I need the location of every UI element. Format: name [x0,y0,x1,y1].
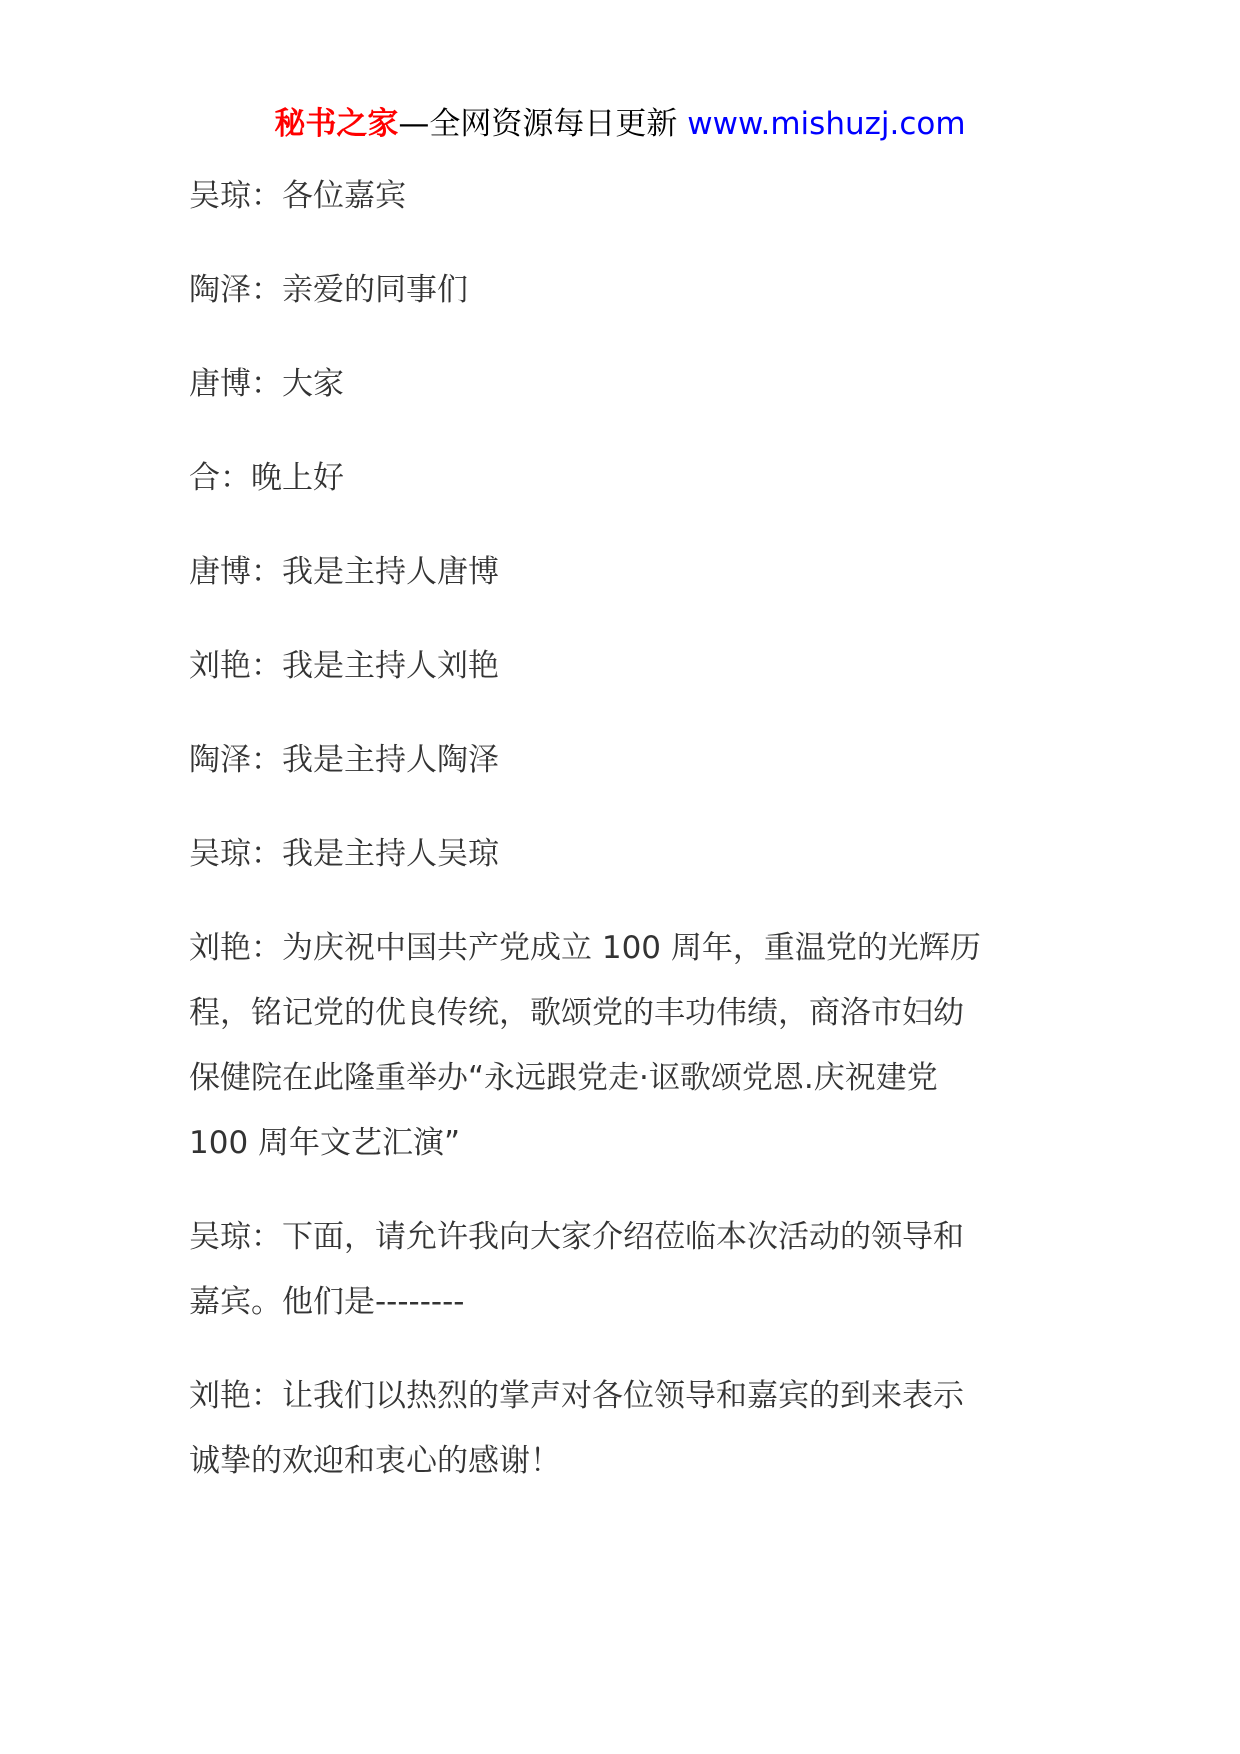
paragraph [189,164,1069,229]
paragraph [189,728,1069,793]
paragraph [189,1364,1069,1494]
paragraph [189,446,1069,511]
paragraph-line: 吴琼：各位嘉宾 [189,178,406,214]
paragraph [189,258,1069,323]
header-url-link[interactable]: www.mishuzj.com [687,106,966,142]
paragraph-line: 保健院在此隆重举办“永远跟党走·讴歌颂党恩.庆祝建党 [189,1060,938,1096]
paragraph-line: 吴琼：下面，请允许我向大家介绍莅临本次活动的领导和 [189,1219,964,1255]
paragraph-line: 陶泽：我是主持人陶泽 [189,742,499,778]
paragraph-line: 唐博：大家 [189,366,344,402]
paragraph-line: 嘉宾。他们是-------- [189,1284,465,1320]
paragraph [189,822,1069,887]
page-header [0,102,1240,146]
paragraph-line: 刘艳：为庆祝中国共产党成立 100 周年，重温党的光辉历 [189,930,981,966]
paragraph-line: 吴琼：我是主持人吴琼 [189,836,499,872]
paragraph-line: 程，铭记党的优良传统，歌颂党的丰功伟绩，商洛市妇幼 [189,995,964,1031]
header-brand: 秘书之家 [274,106,399,142]
paragraph-line: 刘艳：我是主持人刘艳 [189,648,499,684]
paragraph-line: 唐博：我是主持人唐博 [189,554,499,590]
paragraph-line: 100 周年文艺汇演” [189,1125,461,1161]
paragraph [189,352,1069,417]
paragraph-line: 陶泽：亲爱的同事们 [189,272,468,308]
paragraph-line: 刘艳：让我们以热烈的掌声对各位领导和嘉宾的到来表示 [189,1378,964,1414]
paragraph-line: 诚挚的欢迎和衷心的感谢！ [189,1443,561,1479]
paragraph-line: 合：晚上好 [189,460,344,496]
paragraph [189,634,1069,699]
document-body [189,164,1069,1523]
paragraph [189,540,1069,605]
header-tagline: —全网资源每日更新 [398,106,688,142]
paragraph [189,916,1069,1176]
paragraph [189,1205,1069,1335]
